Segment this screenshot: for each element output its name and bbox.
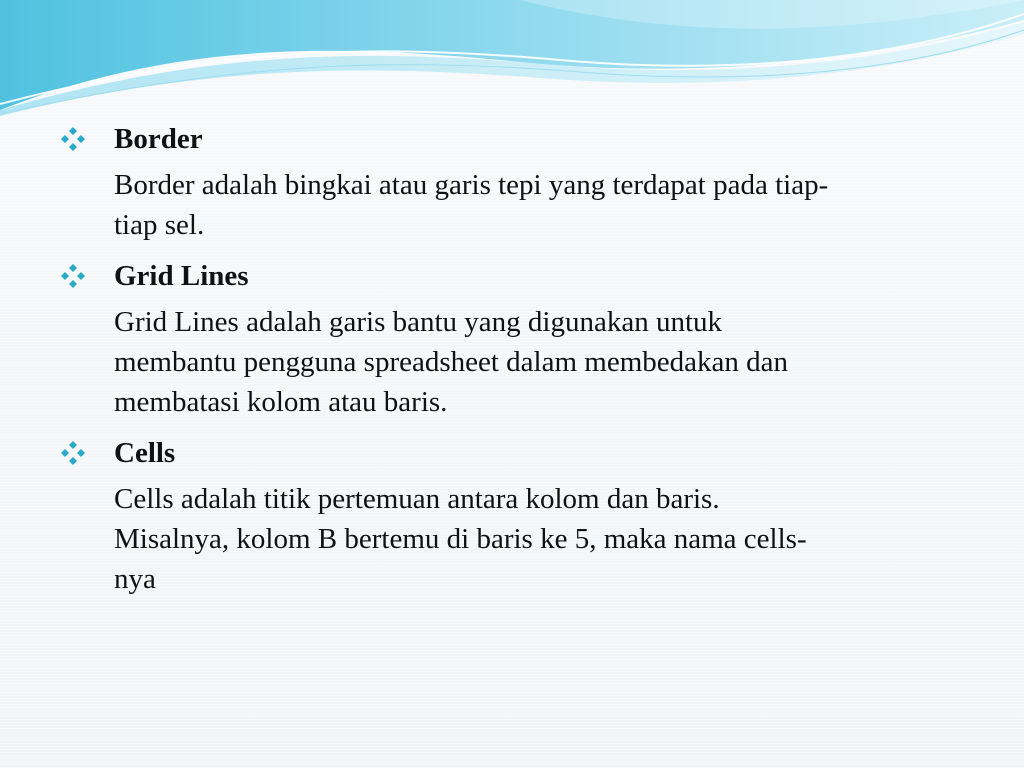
list-item xyxy=(60,432,960,609)
bullet-row xyxy=(60,118,960,160)
description-line: nya xyxy=(114,563,156,595)
description-line: Border adalah bingkai atau garis tepi yang terdapat pada tiap- xyxy=(114,169,829,201)
description-line: Misalnya, kolom B bertemu di baris ke 5, maka nama cells- xyxy=(114,523,807,555)
list-item xyxy=(60,255,960,432)
list-item xyxy=(60,118,960,255)
description-line: tiap sel. xyxy=(114,209,205,241)
item-description xyxy=(114,297,964,432)
slide-content xyxy=(60,118,960,609)
item-heading: Cells xyxy=(114,437,176,469)
diamond-cluster-icon xyxy=(60,440,114,466)
item-heading: Border xyxy=(114,123,203,155)
description-line: Cells adalah titik pertemuan antara kolom dan baris. xyxy=(114,483,720,515)
item-description xyxy=(114,474,964,609)
description-line: Grid Lines adalah garis bantu yang digunakan untuk xyxy=(114,306,723,338)
diamond-cluster-icon xyxy=(60,263,114,289)
header-wave-decoration xyxy=(0,0,1024,120)
description-line: membantu pengguna spreadsheet dalam membedakan dan xyxy=(114,346,789,378)
bullet-row xyxy=(60,432,960,474)
item-description xyxy=(114,160,964,255)
diamond-cluster-icon xyxy=(60,126,114,152)
item-heading: Grid Lines xyxy=(114,260,249,292)
bullet-row xyxy=(60,255,960,297)
description-line: membatasi kolom atau baris. xyxy=(114,386,448,418)
